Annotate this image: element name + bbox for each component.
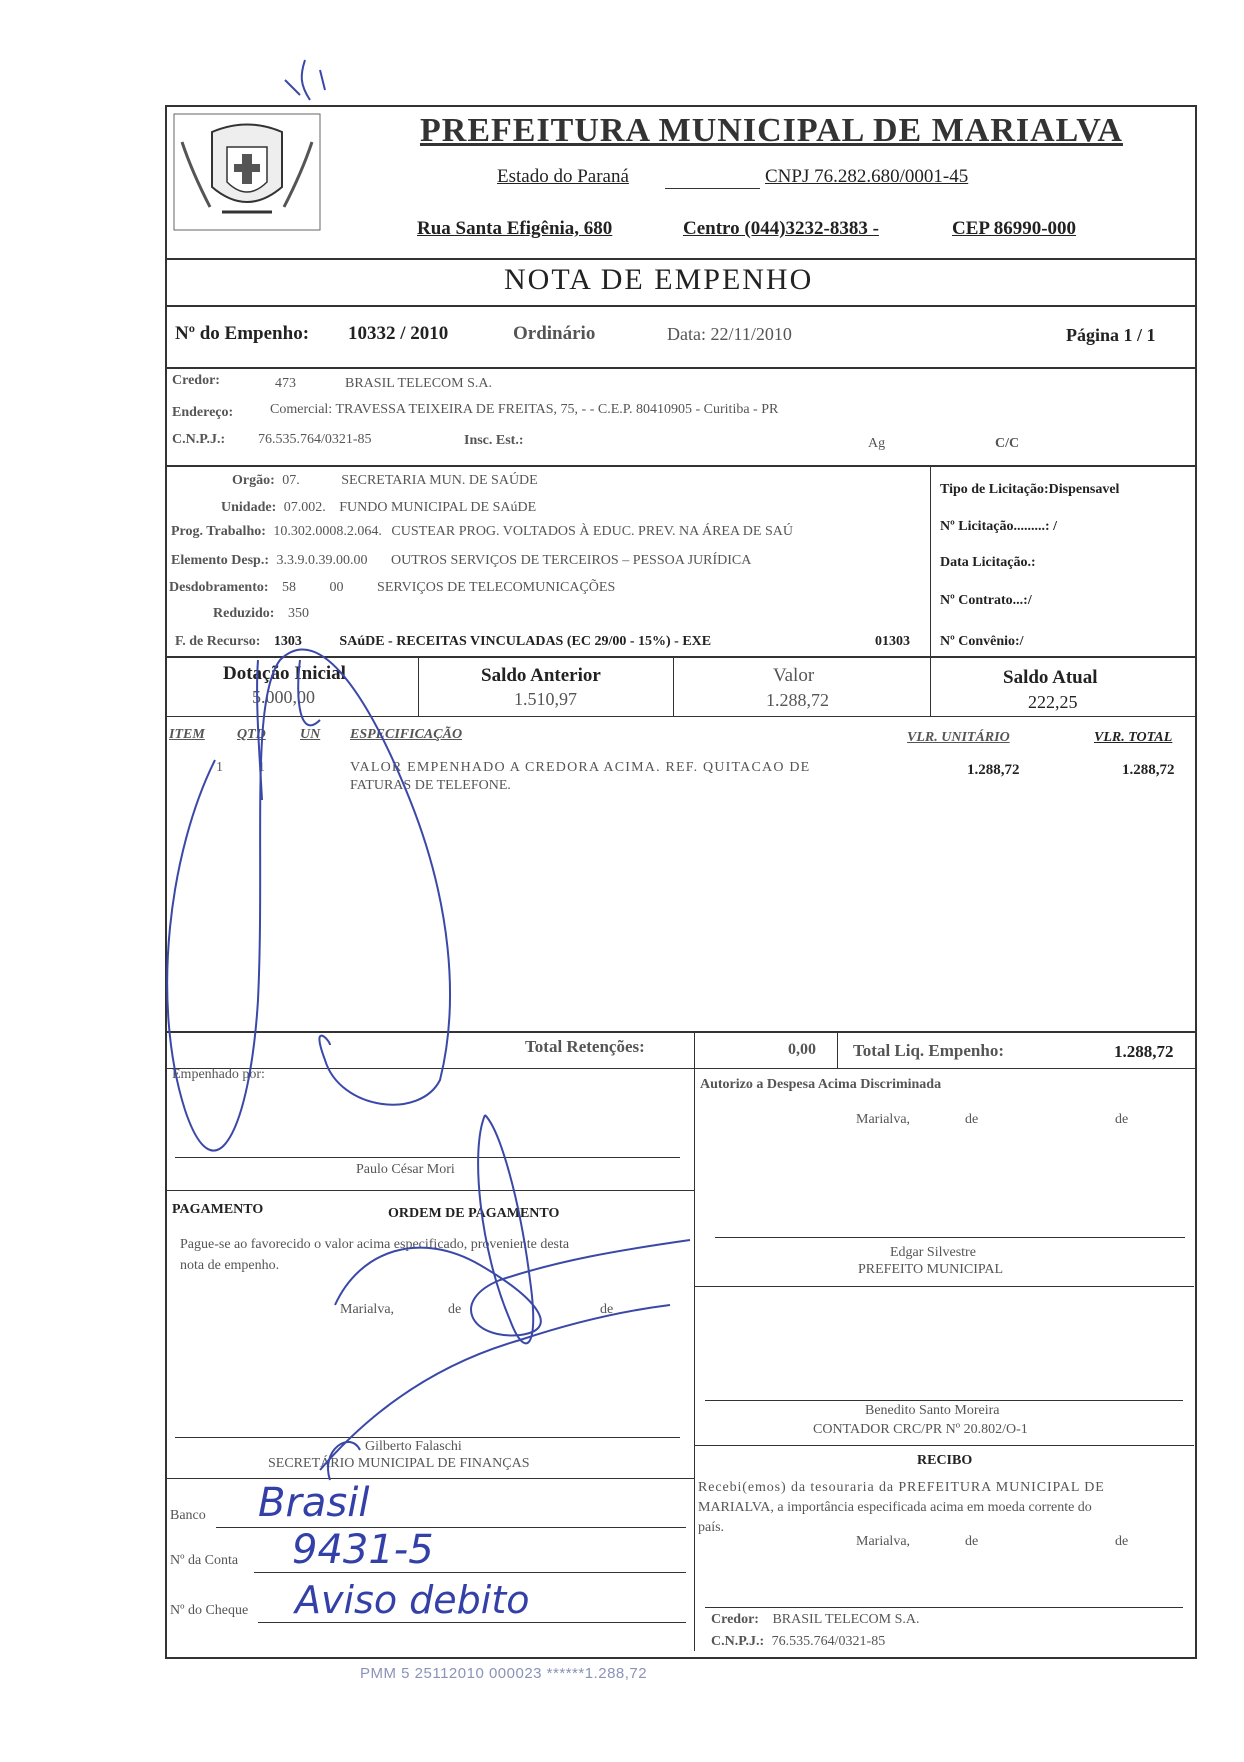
- col-vlr-total: VLR. TOTAL: [1094, 730, 1173, 745]
- prog-label: Prog. Trabalho:: [171, 524, 266, 539]
- cheque-label: Nº do Cheque: [170, 1603, 249, 1618]
- secretario-title: SECRETÁRIO MUNICIPAL DE FINANÇAS: [268, 1456, 530, 1471]
- recibo-de1: de: [965, 1534, 979, 1549]
- prefeito-name: Edgar Silvestre: [890, 1245, 976, 1260]
- address-label: Rua Santa Efigênia, 680: [417, 218, 613, 239]
- credor-name: BRASIL TELECOM S.A.: [345, 376, 493, 391]
- col-un: UN: [300, 727, 321, 742]
- recibo-cnpj-value: 76.535.764/0321-85: [771, 1634, 886, 1649]
- elemento-label: Elemento Desp.:: [171, 553, 269, 568]
- prefeito-title: PREFEITO MUNICIPAL: [858, 1262, 1004, 1277]
- cnpj-label: CNPJ 76.282.680/0001-45: [765, 166, 969, 187]
- desdobramento-name: SERVIÇOS DE TELECOMUNICAÇÕES: [377, 580, 616, 595]
- banco-handwritten: Brasil: [258, 1480, 370, 1526]
- page-number: Página 1 / 1: [1066, 325, 1156, 345]
- orgao-name: SECRETARIA MUN. DE SAÚDE: [341, 473, 538, 488]
- col-vlr-unitario: VLR. UNITÁRIO: [907, 730, 1010, 745]
- ordem-de1: de: [448, 1302, 462, 1317]
- empenhado-name: Paulo César Mori: [356, 1162, 455, 1177]
- item-number: 1: [216, 760, 223, 775]
- total-retencoes-label: Total Retenções:: [525, 1037, 645, 1056]
- contador-name: Benedito Santo Moreira: [865, 1403, 1000, 1418]
- valor-value: 1.288,72: [766, 690, 829, 710]
- conta-label: Nº da Conta: [170, 1553, 239, 1568]
- unidade-name: FUNDO MUNICIPAL DE SAúDE: [339, 500, 537, 515]
- empenho-date: Data: 22/11/2010: [667, 324, 792, 344]
- autorizo-label: Autorizo a Despesa Acima Discriminada: [700, 1077, 942, 1092]
- doc-title: NOTA DE EMPENHO: [504, 263, 814, 296]
- contador-title: CONTADOR CRC/PR Nº 20.802/O-1: [813, 1422, 1028, 1437]
- ordem-pagamento-label: ORDEM DE PAGAMENTO: [388, 1206, 560, 1221]
- ag-label: Ag: [868, 436, 886, 451]
- convenio-numero: Nº Convênio:/: [940, 634, 1024, 649]
- desdobramento-code: 58: [282, 580, 297, 595]
- bank-stamp: PMM 5 25112010 000023 ******1.288,72: [360, 1665, 648, 1682]
- contrato-numero: Nº Contrato...:/: [940, 593, 1032, 608]
- recurso-code2: 01303: [875, 634, 910, 649]
- pagamento-label: PAGAMENTO: [172, 1202, 264, 1217]
- endereco-value: Comercial: TRAVESSA TEIXEIRA DE FREITAS, 75, - - C.E.P. 80410905 - Curitiba - PR: [270, 402, 779, 417]
- recibo-de2: de: [1115, 1534, 1129, 1549]
- credor-label: Credor:: [172, 373, 220, 388]
- elemento-name: OUTROS SERVIÇOS DE TERCEIROS – PESSOA JURÍDICA: [391, 553, 752, 568]
- col-especificacao: ESPECIFICAÇÃO: [350, 727, 463, 742]
- recurso-label: F. de Recurso:: [175, 634, 261, 649]
- desdobramento-label: Desdobramento:: [169, 580, 269, 595]
- recibo-line3: país.: [698, 1520, 725, 1535]
- reduzido-label: Reduzido:: [213, 606, 275, 621]
- col-qtd: QTD: [237, 727, 266, 742]
- elemento-code: 3.3.9.0.39.00.00: [276, 553, 368, 568]
- saldo-anterior-label: Saldo Anterior: [481, 665, 601, 686]
- orgao-code: 07.: [282, 473, 300, 488]
- secretario-name: Gilberto Falaschi: [365, 1439, 462, 1454]
- prog-name: CUSTEAR PROG. VOLTADOS À EDUC. PREV. NA ÁREA DE SAÚ: [391, 524, 793, 539]
- conta-handwritten: 9431-5: [292, 1527, 434, 1573]
- saldo-atual-value: 222,25: [1028, 692, 1078, 712]
- saldo-anterior-value: 1.510,97: [514, 689, 577, 709]
- licitacao-tipo: Tipo de Licitação:Dispensavel: [940, 482, 1120, 497]
- recibo-credor-name: BRASIL TELECOM S.A.: [772, 1612, 920, 1627]
- saldo-atual-label: Saldo Atual: [1003, 667, 1098, 688]
- unidade-code: 07.002.: [283, 500, 326, 515]
- total-retencoes-value: 0,00: [788, 1041, 816, 1058]
- recibo-cnpj-label: C.N.P.J.:: [711, 1634, 765, 1649]
- autorizo-marialva: Marialva,: [856, 1112, 911, 1127]
- cc-label: C/C: [995, 436, 1020, 451]
- endereco-label: Endereço:: [172, 405, 234, 420]
- col-item: ITEM: [169, 727, 205, 742]
- item-vlr-unitario: 1.288,72: [967, 762, 1020, 778]
- recibo-line1: Recebi(emos) da tesouraria da PREFEITURA MUNICIPAL DE: [698, 1480, 1105, 1495]
- credor-code: 473: [275, 376, 296, 391]
- center-phone-label: Centro (044)3232-8383 -: [683, 218, 879, 239]
- empenho-type: Ordinário: [513, 323, 596, 344]
- state-label: Estado do Paraná: [497, 166, 629, 187]
- recibo-line2: MARIALVA, a importância especificada acima em moeda corrente do: [698, 1500, 1092, 1515]
- desdobramento-code2: 00: [329, 580, 344, 595]
- insc-label: Insc. Est.:: [464, 433, 524, 448]
- empenho-number-label: Nº do Empenho:: [175, 323, 310, 344]
- empenho-number: 10332 / 2010: [348, 323, 449, 344]
- pague-line1: Pague-se ao favorecido o valor acima especificado, proveniente desta: [180, 1237, 570, 1252]
- autorizo-de2: de: [1115, 1112, 1129, 1127]
- item-espec-line1: VALOR EMPENHADO A CREDORA ACIMA. REF. QUITACAO DE: [350, 760, 811, 775]
- pague-line2: nota de empenho.: [180, 1258, 280, 1273]
- licitacao-data: Data Licitação.:: [940, 555, 1036, 570]
- licitacao-numero: Nº Licitação.........: /: [940, 519, 1057, 534]
- orgao-label: Orgão:: [232, 473, 275, 488]
- ordem-de2: de: [600, 1302, 614, 1317]
- prog-code: 10.302.0008.2.064.: [273, 524, 382, 539]
- item-espec-line2: FATURAS DE TELEFONE.: [350, 778, 511, 793]
- total-liq-value: 1.288,72: [1114, 1042, 1174, 1061]
- item-qtd: 1: [258, 760, 265, 775]
- dotacao-inicial-label: Dotação Inicial: [223, 663, 346, 684]
- autorizo-de1: de: [965, 1112, 979, 1127]
- dotacao-inicial-value: 5.000,00: [252, 687, 315, 707]
- banco-label: Banco: [170, 1508, 206, 1523]
- unidade-label: Unidade:: [221, 500, 277, 515]
- empenhado-label: Empenhado por:: [172, 1067, 265, 1082]
- valor-label: Valor: [773, 665, 815, 686]
- ordem-marialva: Marialva,: [340, 1302, 395, 1317]
- reduzido-value: 350: [287, 606, 309, 621]
- cheque-handwritten: Aviso debito: [295, 1578, 530, 1622]
- cnpj-label-credor: C.N.P.J.:: [172, 432, 226, 447]
- recibo-credor-label: Credor:: [711, 1612, 759, 1627]
- total-liq-label: Total Liq. Empenho:: [853, 1041, 1004, 1060]
- recurso-name: SAúDE - RECEITAS VINCULADAS (EC 29/00 - 15%) - EXE: [339, 634, 712, 649]
- recurso-code: 1303: [273, 634, 302, 649]
- recibo-marialva: Marialva,: [856, 1534, 911, 1549]
- credor-cnpj: 76.535.764/0321-85: [258, 432, 372, 447]
- cep-label: CEP 86990-000: [952, 218, 1077, 239]
- org-title: PREFEITURA MUNICIPAL DE MARIALVA: [420, 112, 1123, 149]
- item-vlr-total: 1.288,72: [1122, 762, 1175, 778]
- recibo-label: RECIBO: [917, 1453, 973, 1468]
